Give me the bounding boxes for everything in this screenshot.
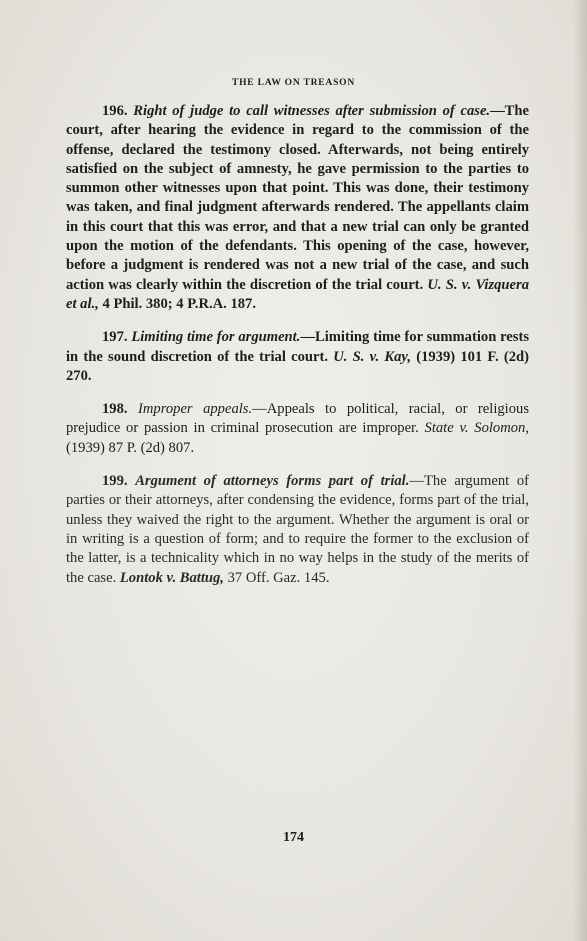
page-number: 174 <box>283 830 304 845</box>
paragraph-196 <box>66 102 529 314</box>
citation-ref: (1939) 101 F. (2d) 270. <box>66 348 529 384</box>
text-block <box>66 102 529 602</box>
section-number: 197. <box>102 329 128 346</box>
citation-ref: (1939) 87 P. (2d) 807. <box>66 439 195 456</box>
paragraph-197 <box>66 328 529 386</box>
citation-case: State v. Solomon, <box>424 420 529 437</box>
section-heading: Improper appeals. <box>138 401 253 418</box>
section-number: 198. <box>102 401 128 418</box>
citation-ref: 37 Off. Gaz. 145. <box>223 569 330 586</box>
paragraph-198 <box>66 400 529 458</box>
section-body: —The argument of parties or their attorneys, after condensing the evidence, forms part of the trial, unless they waived the right to the argument. Whether the argument is oral or in writing is a question of form; and to require the former to the exclusion of the latter, is a technicality which in no way helps in the study of the merits of the case. <box>66 473 529 586</box>
section-number: 196. <box>102 103 128 119</box>
section-body: —The court, after hearing the evidence in regard to the commission of the offense, declared the testimony closed. Afterwards, not being entirely satisfied on the subject of amnesty, he gave permission to the parties to summon other witnesses upon that point. This was done, their testimony was taken, and final judgment afterwards rendered. The appellants claim in this court that this was error, and that a new trial can only be granted upon the motion of the defendants. This opening of the case, however, before a judgment is rendered was not a new trial of the case, and such action was clearly within the discretion of the trial court. <box>66 103 529 293</box>
section-heading: Limiting time for argument. <box>131 329 301 346</box>
citation-case: U. S. v. Kay, <box>333 348 411 365</box>
running-head: THE LAW ON TREASON <box>231 78 356 88</box>
section-body: —Limiting time for summation rests in the sound discretion of the trial court. <box>66 329 529 365</box>
citation-case: Lontok v. Battug, <box>119 569 224 586</box>
section-heading: Argument of attorneys forms part of trial. <box>135 473 410 490</box>
page-edge-shadow <box>573 0 587 941</box>
section-number: 199. <box>102 473 128 490</box>
citation-ref: 4 Phil. 380; 4 P.R.A. 187. <box>98 295 257 312</box>
paragraph-199 <box>66 472 529 588</box>
section-body: —Appeals to political, racial, or religious prejudice or passion in criminal prosecution are improper. <box>66 401 530 437</box>
section-heading: Right of judge to call witnesses after submission of case. <box>133 103 491 119</box>
citation-case: U. S. v. Vizquera et al., <box>66 276 529 312</box>
